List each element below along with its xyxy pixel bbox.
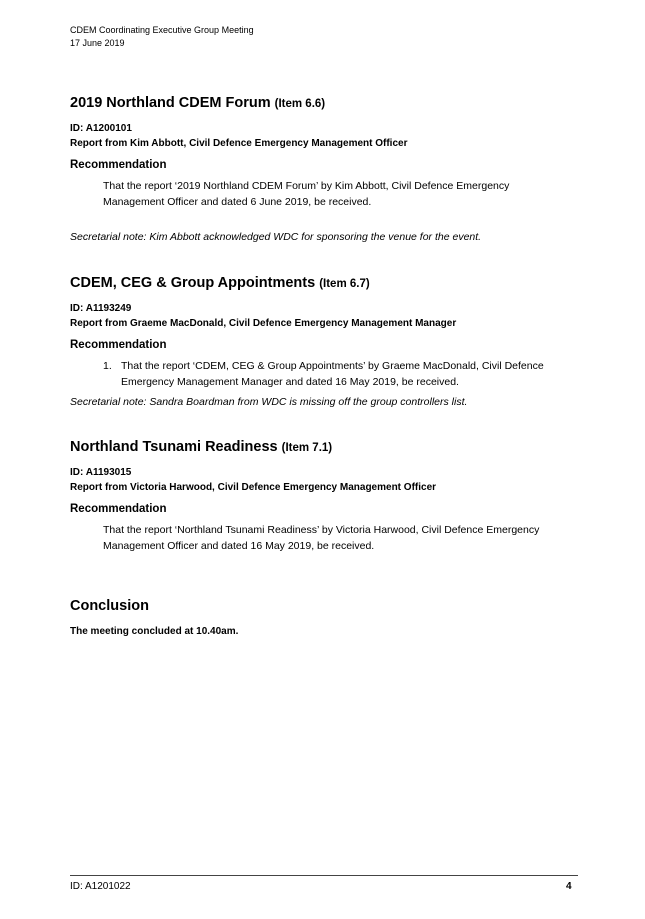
section-report-from: Report from Kim Abbott, Civil Defence Emergency Management Officer bbox=[70, 138, 408, 149]
page-header bbox=[70, 24, 254, 50]
footer-document-id: ID: A1201022 bbox=[70, 881, 131, 892]
recommendation-list bbox=[70, 358, 590, 390]
section-conclusion bbox=[70, 596, 580, 639]
conclusion-text: The meeting concluded at 10.40am. bbox=[70, 626, 239, 637]
recommendation-text: That the report ‘Northland Tsunami Readiness’ by Victoria Harwood, Civil Defence Emergency Management Officer and dated 16 May 2019, be received. bbox=[103, 524, 540, 552]
recommendation-heading: Recommendation bbox=[70, 339, 167, 351]
conclusion-title: Conclusion bbox=[70, 598, 149, 614]
recommendation-heading: Recommendation bbox=[70, 159, 167, 171]
item-number: (Item 7.1) bbox=[281, 442, 333, 454]
section-id: ID: A1193249 bbox=[70, 303, 132, 314]
section-report-from: Report from Victoria Harwood, Civil Defence Emergency Management Officer bbox=[70, 482, 437, 493]
section-title: 2019 Northland CDEM Forum (Item 6.6) bbox=[70, 95, 326, 111]
section-id: ID: A1193015 bbox=[70, 467, 132, 478]
footer-divider bbox=[70, 875, 578, 876]
secretarial-note: Secretarial note: Sandra Boardman from WDC is missing off the group controllers list. bbox=[70, 396, 468, 408]
section-id: ID: A1200101 bbox=[70, 123, 132, 134]
section-cdem-ceg-appointments bbox=[70, 273, 590, 390]
recommendation-text: That the report ‘CDEM, CEG & Group Appointments’ by Graeme MacDonald, Civil Defence Emergency Management Manager and dated 16 May 2019, be received. bbox=[121, 360, 544, 388]
section-northland-tsunami-readiness bbox=[70, 437, 590, 554]
list-number: 1. bbox=[103, 360, 112, 372]
list-item bbox=[103, 358, 578, 390]
recommendation-heading: Recommendation bbox=[70, 503, 167, 515]
section-title: CDEM, CEG & Group Appointments (Item 6.7) bbox=[70, 275, 370, 291]
header-date: 17 June 2019 bbox=[70, 38, 125, 48]
recommendation-text: That the report ‘2019 Northland CDEM Forum’ by Kim Abbott, Civil Defence Emergency Management Officer and dated 6 June 2019, be received. bbox=[103, 180, 510, 208]
section-northland-cdem-forum bbox=[70, 93, 580, 210]
item-number: (Item 6.6) bbox=[274, 98, 326, 110]
header-meeting-name: CDEM Coordinating Executive Group Meeting bbox=[70, 25, 254, 35]
secretarial-note: Secretarial note: Kim Abbott acknowledged WDC for sponsoring the venue for the event. bbox=[70, 231, 482, 243]
page-number: 4 bbox=[566, 881, 572, 892]
section-report-from: Report from Graeme MacDonald, Civil Defence Emergency Management Manager bbox=[70, 318, 457, 329]
item-number: (Item 6.7) bbox=[319, 278, 370, 290]
section-title: Northland Tsunami Readiness (Item 7.1) bbox=[70, 439, 333, 455]
